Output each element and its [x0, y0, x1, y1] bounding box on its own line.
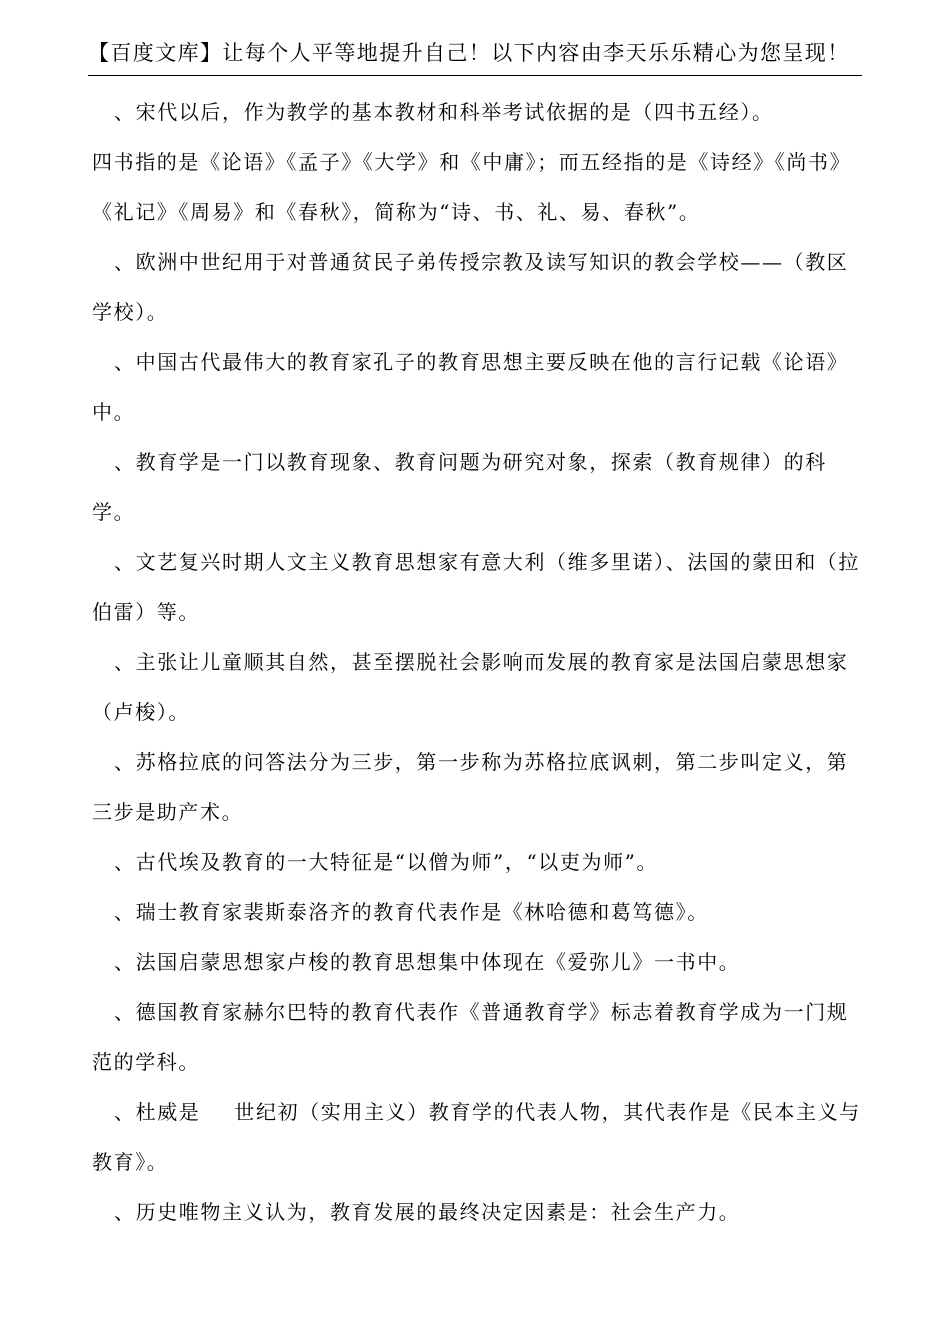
document-body: [92, 87, 862, 1237]
paragraph-10: 、瑞士教育家裴斯泰洛齐的教育代表作是《林哈德和葛笃德》。: [114, 900, 709, 924]
paragraph-2: 四书指的是《论语》《孟子》《大学》和《中庸》；而五经指的是《诗经》《尚书》《礼记》《周易》和《春秋》，简称为“诗、书、礼、易、春秋”。: [92, 150, 852, 224]
paragraph-4: 、中国古代最伟大的教育家孔子的教育思想主要反映在他的言行记载《论语》中。: [92, 350, 849, 424]
paragraph-13: [92, 1087, 862, 1187]
paragraph-13-end: 世纪初（实用主义）教育学的代表人物，其代表作是《民本主义与教育》。: [92, 1100, 861, 1174]
page-header: 【百度文库】让每个人平等地提升自己！以下内容由李天乐乐精心为您呈现！: [88, 41, 850, 65]
paragraph-13-start: 、杜威是: [114, 1100, 201, 1124]
paragraph-14: 、历史唯物主义认为，教育发展的最终决定因素是：社会生产力。: [114, 1200, 741, 1224]
paragraph-11: 、法国启蒙思想家卢梭的教育思想集中体现在《爱弥儿》一书中。: [114, 950, 741, 974]
paragraph-6: 、文艺复兴时期人文主义教育思想家有意大利（维多里诺）、法国的蒙田和（拉伯雷）等。: [92, 550, 860, 624]
paragraph-9: 、古代埃及教育的一大特征是“以僧为师”，“以吏为师”。: [114, 850, 659, 874]
paragraph-3: 、欧洲中世纪用于对普通贫民子弟传授宗教及读写知识的教会学校——（教区学校）。: [92, 250, 849, 324]
paragraph-12: 、德国教育家赫尔巴特的教育代表作《普通教育学》标志着教育学成为一门规范的学科。: [92, 1000, 849, 1074]
paragraph-8: 、苏格拉底的问答法分为三步，第一步称为苏格拉底讽刺，第二步叫定义，第三步是助产术。: [92, 750, 849, 824]
paragraph-5: 、教育学是一门以教育现象、教育问题为研究对象，探索（教育规律）的科学。: [92, 450, 827, 524]
paragraph-7: 、主张让儿童顺其自然，甚至摆脱社会影响而发展的教育家是法国启蒙思想家（卢梭）。: [92, 650, 849, 724]
paragraph-1: 、宋代以后，作为教学的基本教材和科举考试依据的是（四书五经）。: [114, 100, 774, 124]
header-divider: [88, 75, 862, 76]
